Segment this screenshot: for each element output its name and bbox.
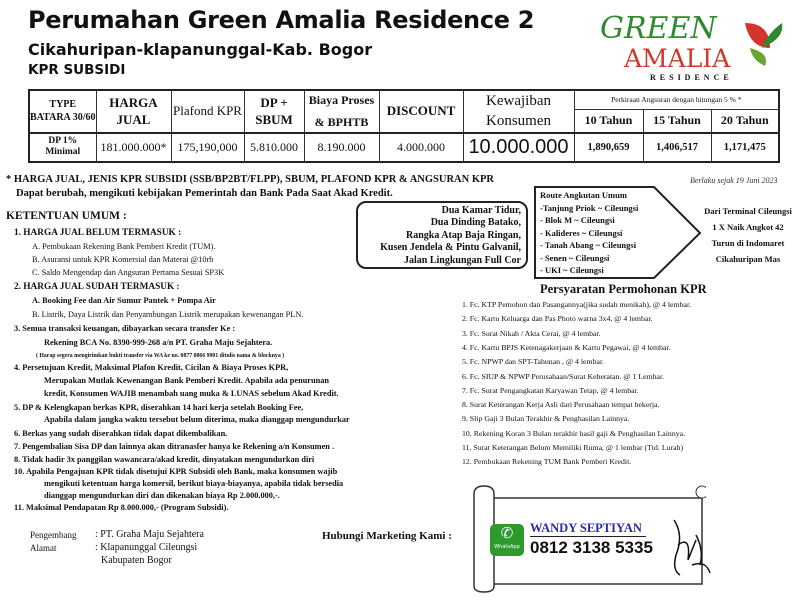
- th-20: 20 Tahun: [711, 109, 779, 133]
- th-angsuran: Perkiraan Angsuran dengan hitungan 5 % *: [574, 90, 779, 109]
- persyaratan-item: 3. Fc. Surat Nikah / Akta Cerai, @ 4 lembar.: [462, 328, 601, 338]
- ketentuan-line: A. Booking Fee dan Air Sumur Pantek + Pompa Air: [32, 296, 216, 305]
- th-biaya-2: & BPHTB: [314, 115, 369, 130]
- ketentuan-line: 3. Semua transaksi keuangan, dibayarkan secara transfer Ke :: [14, 324, 236, 333]
- td-15: 1,406,517: [643, 133, 711, 162]
- signature: [666, 515, 716, 580]
- feature: Jalan Lingkungan Full Cor: [404, 254, 521, 266]
- persyaratan-item: 1. Fc. KTP Pemohon dan Pasangannya(jika sudah menikah), @ 4 lembar.: [462, 300, 692, 309]
- ketentuan-line: A. Pembukaan Rekening Bank Pemberi Kredit (TUM).: [32, 242, 216, 251]
- ketentuan-line: mengikuti ketentuan harga komersil, berikut biaya-biayanya, apabila tidak bersedia: [44, 479, 344, 488]
- route-title: Route Angkutan Umum: [540, 190, 627, 200]
- marketing-name: WANDY SEPTIYAN: [530, 521, 646, 537]
- address-value-2: Kabupaten Bogor: [101, 555, 172, 566]
- price-note: [6, 173, 494, 200]
- table-row: [29, 133, 779, 162]
- note-line2: Dapat berubah, mengikuti kebijakan Pemerintah dan Bank Pada Saat Akad Kredit.: [16, 187, 393, 199]
- terminal-line: Cikahuripan Mas: [715, 254, 781, 264]
- ketentuan-line: 8. Tidak hadir 3x panggilan wawancara/akad kredit, dinyatakan mengundurkan diri: [14, 455, 315, 464]
- feature: Dua Kamar Tidur,: [441, 205, 521, 216]
- logo-line1: GREEN: [600, 11, 717, 46]
- terminal-line: Turun di Indomaret: [711, 238, 785, 248]
- td-dp: 5.810.000: [244, 133, 304, 162]
- td-20: 1,171,475: [711, 133, 779, 162]
- ketentuan-line: Apabila dalam jangka waktu tersebut belum diterima, maka dianggap mengundurkar: [44, 415, 350, 424]
- ketentuan-line: 11. Maksimal Pendapatan Rp 8.000.000,- (Program Subsidi).: [14, 503, 229, 512]
- ketentuan-line: 6. Berkas yang sudah diserahkan tidak dapat dikembalikan.: [14, 429, 228, 438]
- logo-line3: RESIDENCE: [650, 73, 733, 82]
- ketentuan-line: 2. HARGA JUAL SUDAH TERMASUK :: [14, 282, 180, 292]
- ketentuan-line: Merupakan Mutlak Kewenangan Bank Pemberi Kredit. Apabila ada penurunan: [44, 376, 329, 385]
- th-type: TYPE BATARA 30/60: [29, 90, 96, 133]
- persyaratan-item: 8. Surat Keterangan Kerja Asli dari Perusahaan tempat bekerja.: [462, 400, 660, 410]
- address-value: : Klapanunggal Cileungsi: [95, 542, 198, 553]
- td-harga: 181.000.000*: [96, 133, 171, 162]
- td-10: 1,890,659: [574, 133, 643, 162]
- feature: Rangka Atap Baja Ringan,: [405, 229, 521, 241]
- td-type: DP 1% Minimal: [29, 133, 96, 162]
- ketentuan-line: C. Saldo Mengendap dan Angsuran Pertama Sesuai SP3K: [32, 268, 225, 277]
- persyaratan-item: 10. Rekening Koran 3 Bulan terakhir hasil gaji & Penghasilan Lainnya.: [462, 428, 686, 438]
- route-item: - UKI ~ Cileungsi: [540, 265, 604, 275]
- th-harga: HARGA JUAL: [96, 90, 171, 133]
- ketentuan-line: B. Listrik, Daya Listrik dan Penyambungan Listrik merupakan kewenangan PLN.: [32, 310, 304, 319]
- ketentuan-line: 1. HARGA JUAL BELUM TERMASUK :: [14, 228, 182, 238]
- route-item: - Tanah Abang ~ Cileungsi: [540, 240, 637, 250]
- th-10: 10 Tahun: [574, 109, 643, 133]
- persyaratan-item: 4. Fc. Kartu BPJS Ketenagakerjaan & Kartu Pegawai, @ 4 lembar.: [462, 342, 671, 352]
- logo-line2: AMALIA: [624, 44, 731, 73]
- ketentuan-line: 10. Apabila Pengajuan KPR tidak disetujui KPR Subsidi oleh Bank, maka konsumen wajib: [14, 467, 338, 476]
- valid-since: Berlaku sejak 19 Juni 2023: [690, 176, 778, 185]
- td-discount: 4.000.000: [379, 133, 463, 162]
- feature: Kusen Jendela & Pintu Galvanil,: [380, 242, 521, 254]
- features-box: [356, 201, 528, 269]
- persyaratan-item: 12. Pembukaan Rekening TUM Bank Pemberi Kredit.: [462, 457, 632, 467]
- route-item: - Kalideres ~ Cileungsi: [540, 227, 623, 238]
- page-title: Perumahan Green Amalia Residence 2: [28, 6, 535, 34]
- persyaratan-item: 5. Fc. NPWP dan SPT-Tahunan , @ 4 lembar.: [462, 357, 605, 367]
- route-box: [540, 189, 638, 277]
- terminal-line: 1 X Naik Angkot 42: [712, 222, 784, 232]
- th-dp: DP + SBUM: [244, 90, 304, 133]
- td-plafond: 175,190,000: [171, 133, 244, 162]
- price-table: [28, 89, 780, 163]
- leaf-icon: [740, 18, 785, 68]
- ketentuan-line: 5. DP & Kelengkapan berkas KPR, diserahkan 14 hari kerja setelah Booking Fee,: [14, 403, 304, 412]
- marketing-phone[interactable]: 0812 3138 5335: [530, 538, 653, 557]
- ketentuan-line: 4. Persetujuan Kredit, Maksimal Plafon Kredit, Cicilan & Biaya Proses KPR,: [14, 363, 289, 372]
- developer-label: Pengembang: [30, 530, 77, 540]
- th-plafond: Plafond KPR: [171, 90, 244, 133]
- th-discount: DISCOUNT: [379, 90, 463, 133]
- ketentuan-line: B. Asuransi untuk KPR Komersial dan Materai @10rb: [32, 255, 214, 264]
- ketentuan-line: Rekening BCA No. 8390-999-268 a/n PT. Graha Maju Sejahtera.: [44, 338, 273, 347]
- program: KPR SUBSIDI: [28, 62, 126, 78]
- note-line1: * HARGA JUAL, JENIS KPR SUBSIDI (SSB/BP2BT/FLPP), SBUM, PLAFOND KPR & ANGSURAN KPR: [6, 174, 495, 185]
- logo: [590, 11, 790, 86]
- developer-value: : PT. Graha Maju Sejahtera: [95, 529, 204, 540]
- persyaratan-item: 7. Fc. Surat Pengangkatan Karyawan Tetap, @ 4 lembar.: [462, 385, 639, 395]
- td-biaya: 8.190.000: [304, 133, 379, 162]
- feature: Dua Dinding Batako,: [430, 217, 521, 229]
- address-label: Alamat: [30, 543, 57, 553]
- route-item: - Blok M ~ Cileungsi: [540, 215, 615, 225]
- persyaratan-item: 6. Fc. SIUP & NPWP Perusahaan/Surat Keberatan. @ 1 Lembar.: [462, 371, 665, 381]
- whatsapp-icon[interactable]: ✆ WhatsApp: [490, 524, 524, 556]
- contact-label: Hubungi Marketing Kami :: [322, 530, 452, 542]
- ketentuan-line: 7. Pengembalian Sisa DP dan lainnya akan ditranasfer hanya ke Rekening a/n Konsumen .: [14, 442, 335, 451]
- persyaratan-item: 2. Fc. Kartu Keluarga dan Pas Photo warna 3x4, @ 4 lembar.: [462, 314, 653, 324]
- th-kewajiban: Kewajiban Konsumen: [463, 90, 574, 133]
- th-15: 15 Tahun: [643, 109, 711, 133]
- location: Cikahuripan-klapanunggal-Kab. Bogor: [28, 40, 373, 59]
- persyaratan-item: 9. Slip Gaji 3 Bulan Terakhir & Penghasilan Lainnya.: [462, 414, 630, 424]
- persyaratan-title: Persyaratan Permohonan KPR: [540, 282, 707, 296]
- route-item: - Senen ~ Cileungsi: [540, 252, 610, 263]
- route-item: -Tanjung Priok ~ Cileungsi: [540, 202, 639, 213]
- terminal-line: Dari Terminal Cileungsi: [704, 206, 792, 216]
- ketentuan-line: ( Harap segera mengirimkan bukti transfer via WA ke no. 0877 8866 9901 ditulis nama & blocknya ): [36, 353, 285, 359]
- th-biaya: [304, 90, 379, 133]
- td-kewajiban: 10.000.000: [463, 133, 574, 162]
- persyaratan-item: 11. Surat Keterangan Belum Memiliki Ruma, @ 1 lembar (Ttd. Lurah): [462, 443, 684, 452]
- ketentuan-title: KETENTUAN UMUM :: [6, 210, 127, 222]
- th-biaya-1: Biaya Proses: [308, 93, 375, 108]
- ketentuan-line: dianggap mengundurkan diri dan dikenakan biaya Rp 2.000.000,-.: [44, 491, 280, 500]
- whatsapp-label: WhatsApp: [494, 544, 520, 550]
- terminal-directions: [700, 203, 796, 267]
- ketentuan-line: kredit, Konsumen WAJIB menambah uang muka & LUNAS sebelum Akad Kredit.: [44, 389, 339, 398]
